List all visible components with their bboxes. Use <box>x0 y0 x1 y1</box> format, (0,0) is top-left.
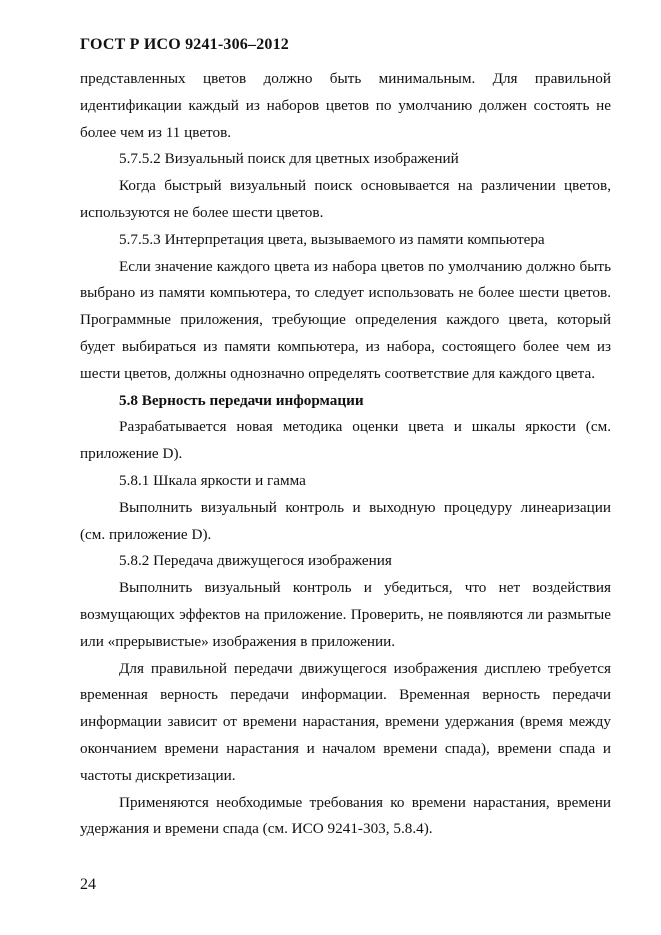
paragraph: Применяются необходимые требования ко времени нарастания, времени удержания и времени спада (см. ИСО 9241-303, 5.8.4). <box>80 793 611 838</box>
paragraph: Если значение каждого цвета из набора цветов по умолчанию должно быть выбрано из памяти компьютера, то следует использовать не более шести цветов. Программные приложения, требующие определения каждого цвета, который будет выбираться из памяти компьютера, из набора, состоящего более чем из шести цветов, должны однозначно определять соответствие для каждого цвета. <box>80 257 611 382</box>
paragraph: представленных цветов должно быть минимальным. Для правильной идентификации каждый из наборов цветов по умолчанию должен состоять не более чем из 11 цветов. <box>80 70 611 141</box>
section-heading-5-8-1: 5.8.1 Шкала яркости и гамма <box>119 471 306 489</box>
page-header-standard: ГОСТ Р ИСО 9241-306–2012 <box>80 36 289 53</box>
section-heading-5-8: 5.8 Верность передачи информации <box>119 391 364 409</box>
paragraph: Разрабатывается новая методика оценки цвета и шкалы яркости (см. приложение D). <box>80 418 611 463</box>
section-heading-5-7-5-3: 5.7.5.3 Интерпретация цвета, вызываемого из памяти компьютера <box>119 230 545 248</box>
section-heading-5-7-5-2: 5.7.5.2 Визуальный поиск для цветных изображений <box>119 150 459 168</box>
paragraph: Когда быстрый визуальный поиск основывается на различении цветов, используются не более шести цветов. <box>80 177 611 221</box>
paragraph: Для правильной передачи движущегося изображения дисплею требуется временная верность передачи информации. Временная верность передачи информации зависит от времени нарастания, времени удержания (время между окончанием времени нарастания и началом времени спада), времени спада и частоты дискретизации. <box>80 659 611 784</box>
section-heading-5-8-2: 5.8.2 Передача движущегося изображения <box>119 552 392 570</box>
page-number: 24 <box>80 876 96 893</box>
paragraph: Выполнить визуальный контроль и убедиться, что нет воздействия возмущающих эффектов на приложение. Проверить, не появляются ли размытые или «прерывистые» изображения в приложении. <box>80 579 611 650</box>
page-body <box>80 66 611 843</box>
paragraph: Выполнить визуальный контроль и выходную процедуру линеаризации (см. приложение D). <box>80 498 611 543</box>
